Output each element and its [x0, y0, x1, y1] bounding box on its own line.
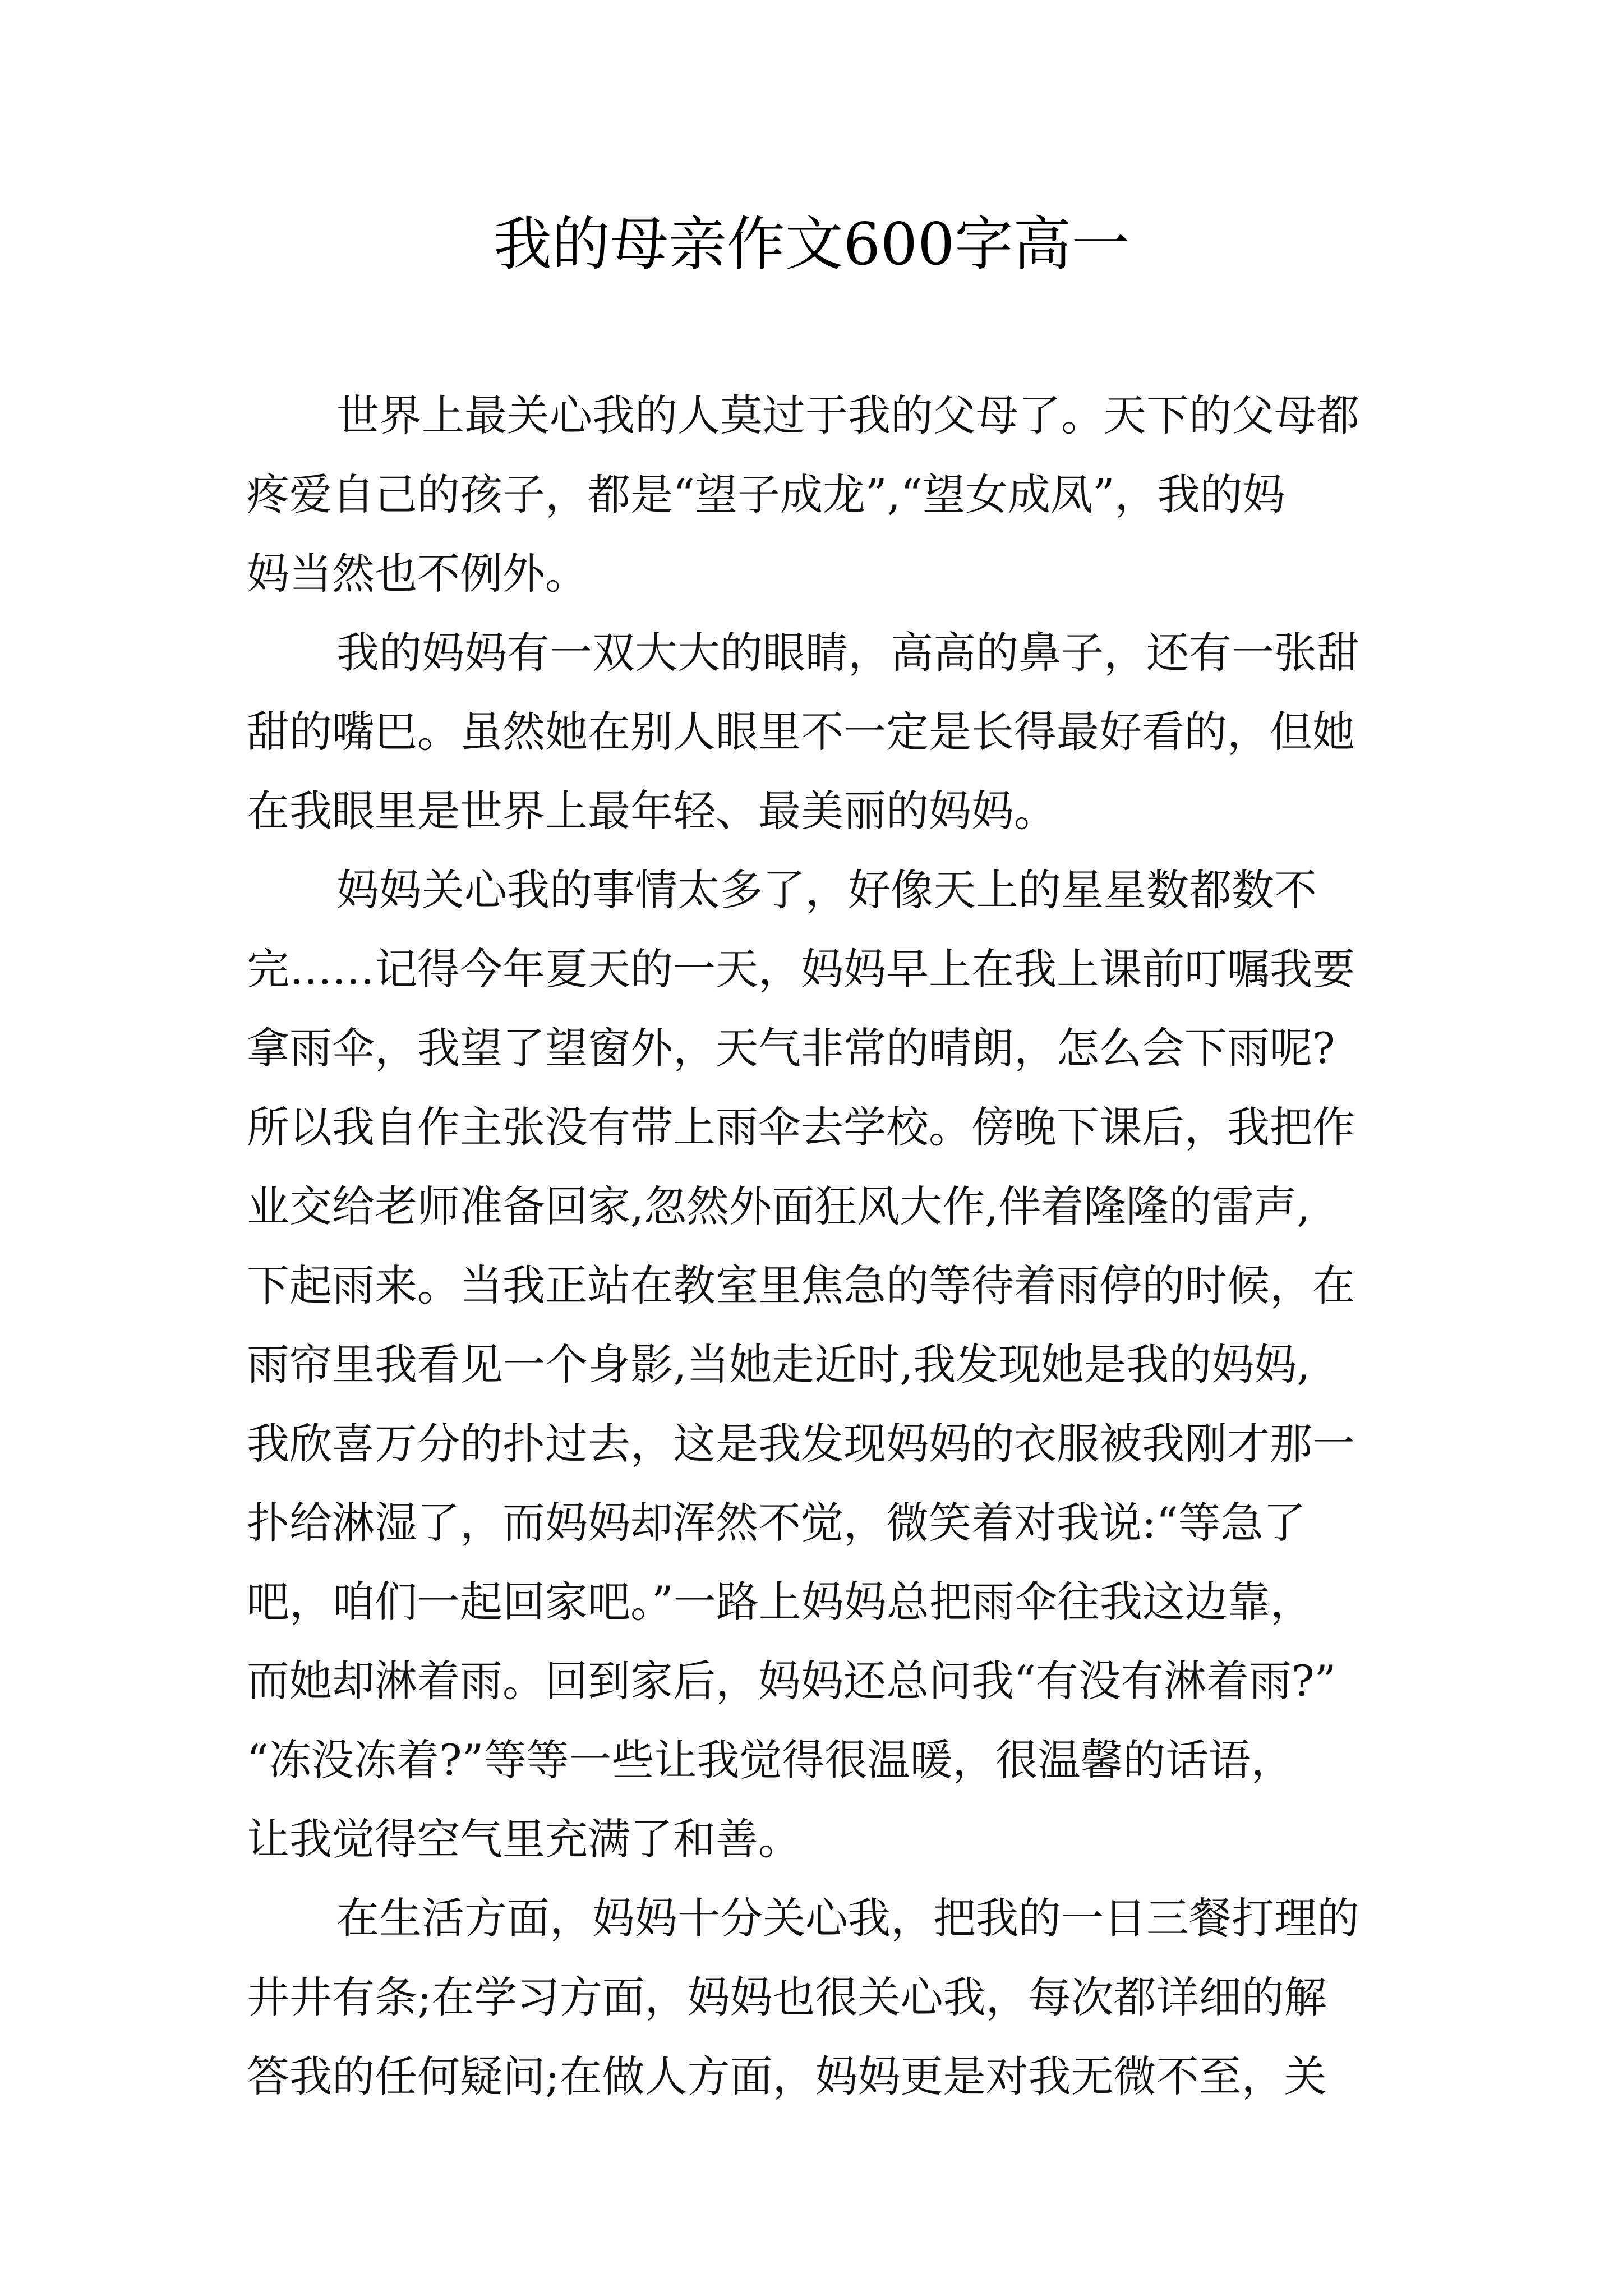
- paragraph-line: 在生活方面，妈妈十分关心我，把我的一日三餐打理的: [336, 1893, 1359, 1943]
- paragraph-line: 让我觉得空气里充满了和善。: [247, 1814, 801, 1864]
- paragraph-line: 而她却淋着雨。回到家后，妈妈还总问我“有没有淋着雨?”: [247, 1656, 1336, 1706]
- paragraph-line: 世界上最关心我的人莫过于我的父母了。天下的父母都: [336, 390, 1359, 440]
- document-body: [247, 376, 1402, 2116]
- paragraph-1: [247, 376, 1402, 613]
- paragraph-line: 雨帘里我看见一个身影,当她走近时,我发现她是我的妈妈,: [247, 1340, 1311, 1389]
- paragraph-line: 妈妈关心我的事情太多了，好像天上的星星数都数不: [336, 865, 1317, 915]
- paragraph-line: 完……记得今年夏天的一天，妈妈早上在我上课前叮嘱我要: [247, 944, 1355, 994]
- paragraph-4: [247, 1879, 1402, 2116]
- paragraph-line: 我欣喜万分的扑过去，这是我发现妈妈的衣服被我刚才那一: [247, 1419, 1355, 1469]
- paragraph-line: 疼爱自己的孩子，都是“望子成龙”,“望女成凤”，我的妈: [247, 470, 1285, 519]
- paragraph-line: 甜的嘴巴。虽然她在别人眼里不一定是长得最好看的，但她: [247, 707, 1355, 757]
- paragraph-line: 拿雨伞，我望了望窗外，天气非常的晴朗，怎么会下雨呢?: [247, 1023, 1335, 1073]
- paragraph-line: 所以我自作主张没有带上雨伞去学校。傍晚下课后，我把作: [247, 1102, 1355, 1152]
- document-title: 我的母亲作文600字高一: [493, 210, 1130, 278]
- paragraph-line: 答我的任何疑问;在做人方面，妈妈更是对我无微不至，关: [247, 2051, 1327, 2101]
- paragraph-line: 下起雨来。当我正站在教室里焦急的等待着雨停的时候，在: [247, 1260, 1355, 1310]
- paragraph-line: 吧，咱们一起回家吧。”一路上妈妈总把雨伞往我这边靠，: [247, 1577, 1313, 1627]
- paragraph-3: [247, 850, 1402, 1879]
- paragraph-line: 我的妈妈有一双大大的眼睛，高高的鼻子，还有一张甜: [336, 628, 1359, 678]
- paragraph-line: 妈当然也不例外。: [247, 549, 588, 599]
- paragraph-line: “冻没冻着?”等等一些让我觉得很温暖，很温馨的话语，: [247, 1735, 1294, 1785]
- paragraph-line: 在我眼里是世界上最年轻、最美丽的妈妈。: [247, 786, 1057, 836]
- paragraph-line: 井井有条;在学习方面，妈妈也很关心我，每次都详细的解: [247, 1972, 1327, 2022]
- paragraph-2: [247, 613, 1402, 850]
- paragraph-line: 扑给淋湿了，而妈妈却浑然不觉，微笑着对我说:“等急了: [247, 1498, 1306, 1548]
- paragraph-line: 业交给老师准备回家,忽然外面狂风大作,伴着隆隆的雷声,: [247, 1181, 1311, 1231]
